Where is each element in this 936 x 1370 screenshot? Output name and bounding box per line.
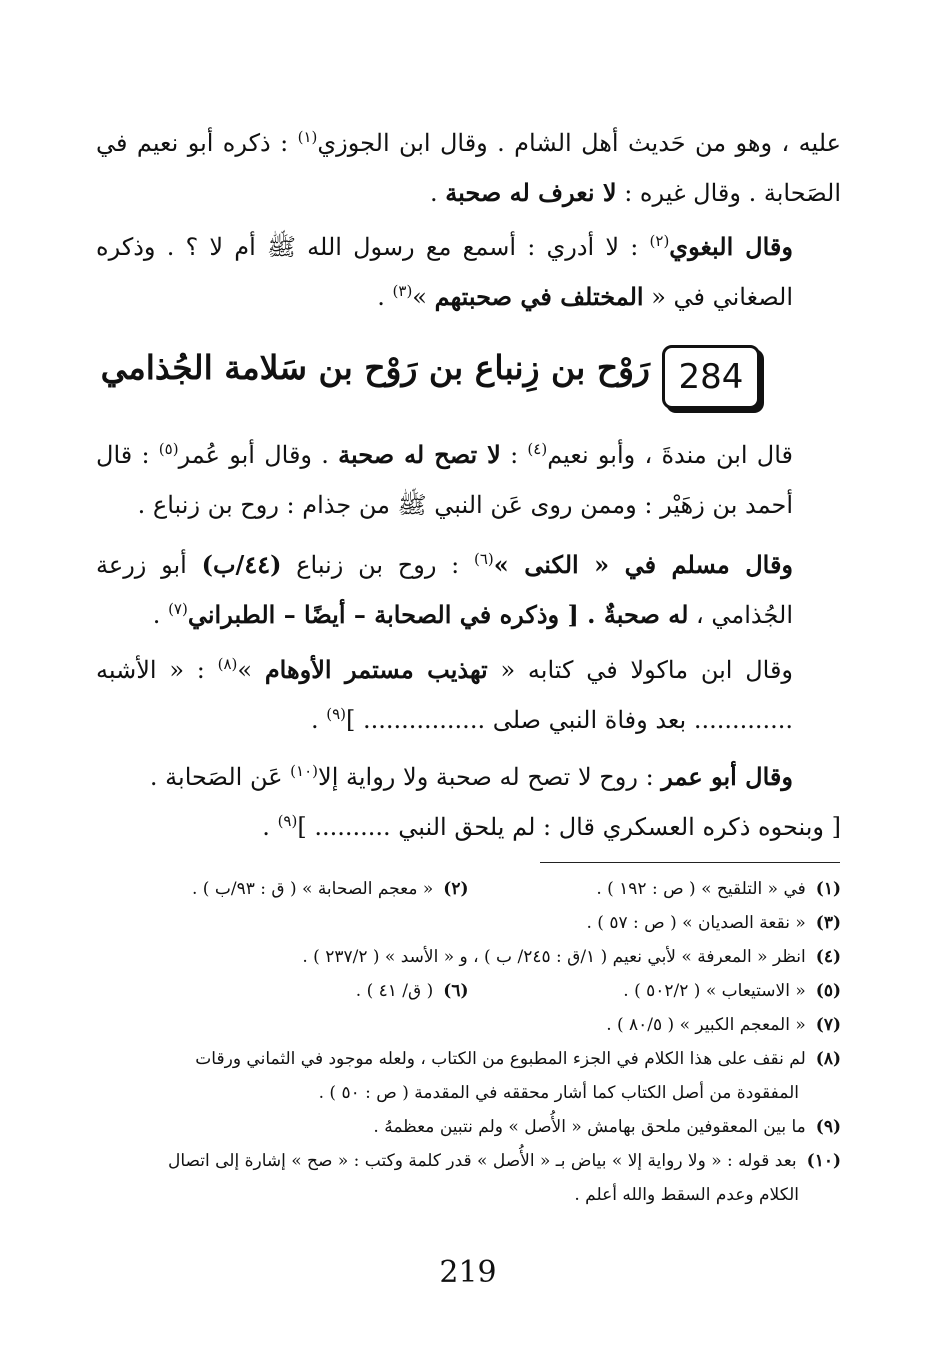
footnote-ref[interactable]: (٩) — [326, 705, 347, 723]
entry-number: 284 — [678, 357, 744, 397]
footnote-10-continued — [96, 1178, 841, 1212]
footnote-row — [96, 974, 841, 1008]
paragraph-2 — [96, 222, 841, 322]
text: : ذكره أبو نعيم في الصَحابة . وقال غيره : — [96, 129, 841, 207]
text: : قال أحمد بن زهَيْر : وممن روى عَن النبي ﷺ من جذام : روح بن زنباع . — [96, 441, 793, 519]
footnote-ref[interactable]: (٧) — [168, 600, 188, 618]
footnote-4 — [96, 940, 841, 974]
footnote-7 — [96, 1008, 841, 1042]
footnote-text: انظر « المعرفة » لأبي نعيم ( ١/ق : ٢٤٥/ ب ) ، و « الأسد » ( ٢٣٧/٢ ) . — [302, 947, 806, 967]
footnote-text: ( ق/ ٤١ ) . — [355, 981, 434, 1001]
footnote-ref[interactable]: (٣) — [392, 282, 413, 300]
footnote-text: بعد قوله : « ولا رواية إلا » بياض بـ « الأُصل » قدر كلمة وكتب : « صح » إشارة إلى اتصال — [167, 1151, 797, 1171]
text: » — [237, 656, 265, 684]
text: وقال ابن ماكولا في كتابه « — [487, 656, 794, 684]
footnote-separator — [540, 862, 840, 863]
text: عليه ، وهو من حَديث أهل الشام . وقال ابن الجوزي — [317, 129, 842, 157]
text: . — [310, 706, 327, 734]
text: . — [430, 179, 446, 207]
footnote-1 — [469, 872, 842, 906]
footnote-text: الكلام وعدم السقط والله أعلم . — [574, 1185, 799, 1205]
footnote-ref[interactable]: (١) — [297, 128, 318, 146]
footnote-ref[interactable]: (٢) — [649, 232, 670, 250]
paragraph-3 — [96, 430, 841, 530]
text: عَن الصَحابة . — [149, 763, 291, 791]
footnote-ref[interactable]: (٨) — [217, 655, 238, 673]
footnote-number: (٧) — [815, 1015, 841, 1035]
footnote-number: (٢) — [443, 879, 469, 899]
footnote-6 — [96, 974, 469, 1008]
text: قال ابن مندةَ ، وأبو نعيم — [547, 441, 794, 469]
paragraph-6 — [96, 752, 841, 852]
bold-phrase: وقال مسلم في « الكنى » — [493, 550, 794, 579]
footnote-text: المفقودة من أصل الكتاب كما أشار محققه في المقدمة ( ص : ٥٠ ) . — [318, 1083, 799, 1103]
text: . — [377, 283, 393, 311]
footnote-text: « الاستيعاب » ( ٥٠٢/٢ ) . — [623, 981, 806, 1001]
bold-phrase: لا تصح له صحبة — [338, 440, 501, 469]
paragraph-1 — [96, 118, 841, 218]
text: » — [412, 283, 435, 311]
bold-phrase: تهذيب مستمر الأوهام — [264, 655, 488, 684]
footnote-text: لم نقف على هذا الكلام في الجزء المطبوع من الكتاب ، ولعله موجود في الثماني ورقات — [195, 1049, 806, 1069]
footnote-ref[interactable]: (٩) — [277, 812, 298, 830]
footnote-text: « المعجم الكبير » ( ٨٠/٥ ) . — [606, 1015, 806, 1035]
footnote-text: « معجم الصحابة » ( ق : ٩٣/ب ) . — [192, 879, 434, 899]
footnote-number: (٨) — [815, 1049, 841, 1069]
paragraph-5 — [96, 645, 841, 745]
text: [ وبنحوه ذكره العسكري قال : لم يلحق النبي .......... ] — [297, 813, 841, 841]
footnote-number: (٦) — [443, 981, 469, 1001]
text: . — [152, 601, 169, 629]
text: : لا أدري : أسمع مع رسول الله ﷺ أم لا ؟ . وذكره الصغاني في « — [96, 233, 793, 311]
text: : روح لا تصح له صحبة ولا رواية إلا — [318, 763, 662, 791]
entry-heading — [100, 340, 770, 415]
footnote-text: « نقعة الصديان » ( ص : ٥٧ ) . — [586, 913, 806, 933]
footnote-number: (١٠) — [806, 1151, 841, 1171]
entry-number-box — [662, 345, 760, 409]
text: : روح بن زنباع — [281, 551, 474, 579]
page-number: 219 — [439, 1255, 497, 1290]
footnote-9 — [96, 1110, 841, 1144]
footnote-5 — [469, 974, 842, 1008]
footnote-number: (٩) — [815, 1117, 841, 1137]
text: . وقال أبو عُمر — [178, 441, 339, 469]
text: أبو زرعة الجُذامي ، — [96, 551, 793, 629]
footnote-text: في « التلقيح » ( ص : ١٩٢ ) . — [596, 879, 806, 899]
folio-ref: (٤٤/ب) — [201, 550, 282, 579]
text: : — [500, 441, 528, 469]
footnote-ref[interactable]: (٤) — [527, 440, 548, 458]
text: . — [262, 813, 278, 841]
footnote-8 — [96, 1042, 841, 1076]
footnote-10 — [96, 1144, 841, 1178]
text: : « الأشبه ............. بعد وفاة النبي صلى ................ ] — [96, 656, 793, 734]
footnote-ref[interactable]: (١٠) — [290, 762, 318, 780]
footnote-number: (١) — [815, 879, 841, 899]
footnote-ref[interactable]: (٦) — [473, 550, 494, 568]
footnote-number: (٤) — [815, 947, 841, 967]
paragraph-4 — [96, 540, 841, 640]
footnote-ref[interactable]: (٥) — [158, 440, 179, 458]
footnote-2 — [96, 872, 469, 906]
bold-phrase: لا نعرف له صحبة — [445, 178, 617, 207]
footnote-row — [96, 872, 841, 906]
footnote-number: (٥) — [815, 981, 841, 1001]
entry-title: رَوْح بن زِنباع بن رَوْح بن سَلامة الجُذامي — [100, 348, 650, 387]
bold-phrase: وقال أبو عمر — [661, 762, 793, 791]
footnote-number: (٣) — [815, 913, 841, 933]
bold-phrase: له صحبةٌ . [ وذكره في الصحابة – أيضًا – الطبراني — [187, 600, 689, 629]
bold-phrase: المختلف في صحبتهم — [434, 282, 644, 311]
footnote-text: ما بين المعقوفين ملحق بهامش « الأُصل » ولم نتبين معظمهُ . — [373, 1117, 806, 1137]
footnote-8-continued — [96, 1076, 841, 1110]
footnotes — [96, 872, 841, 1212]
footnote-3 — [96, 906, 841, 940]
bold-phrase: وقال البغوي — [669, 232, 793, 261]
